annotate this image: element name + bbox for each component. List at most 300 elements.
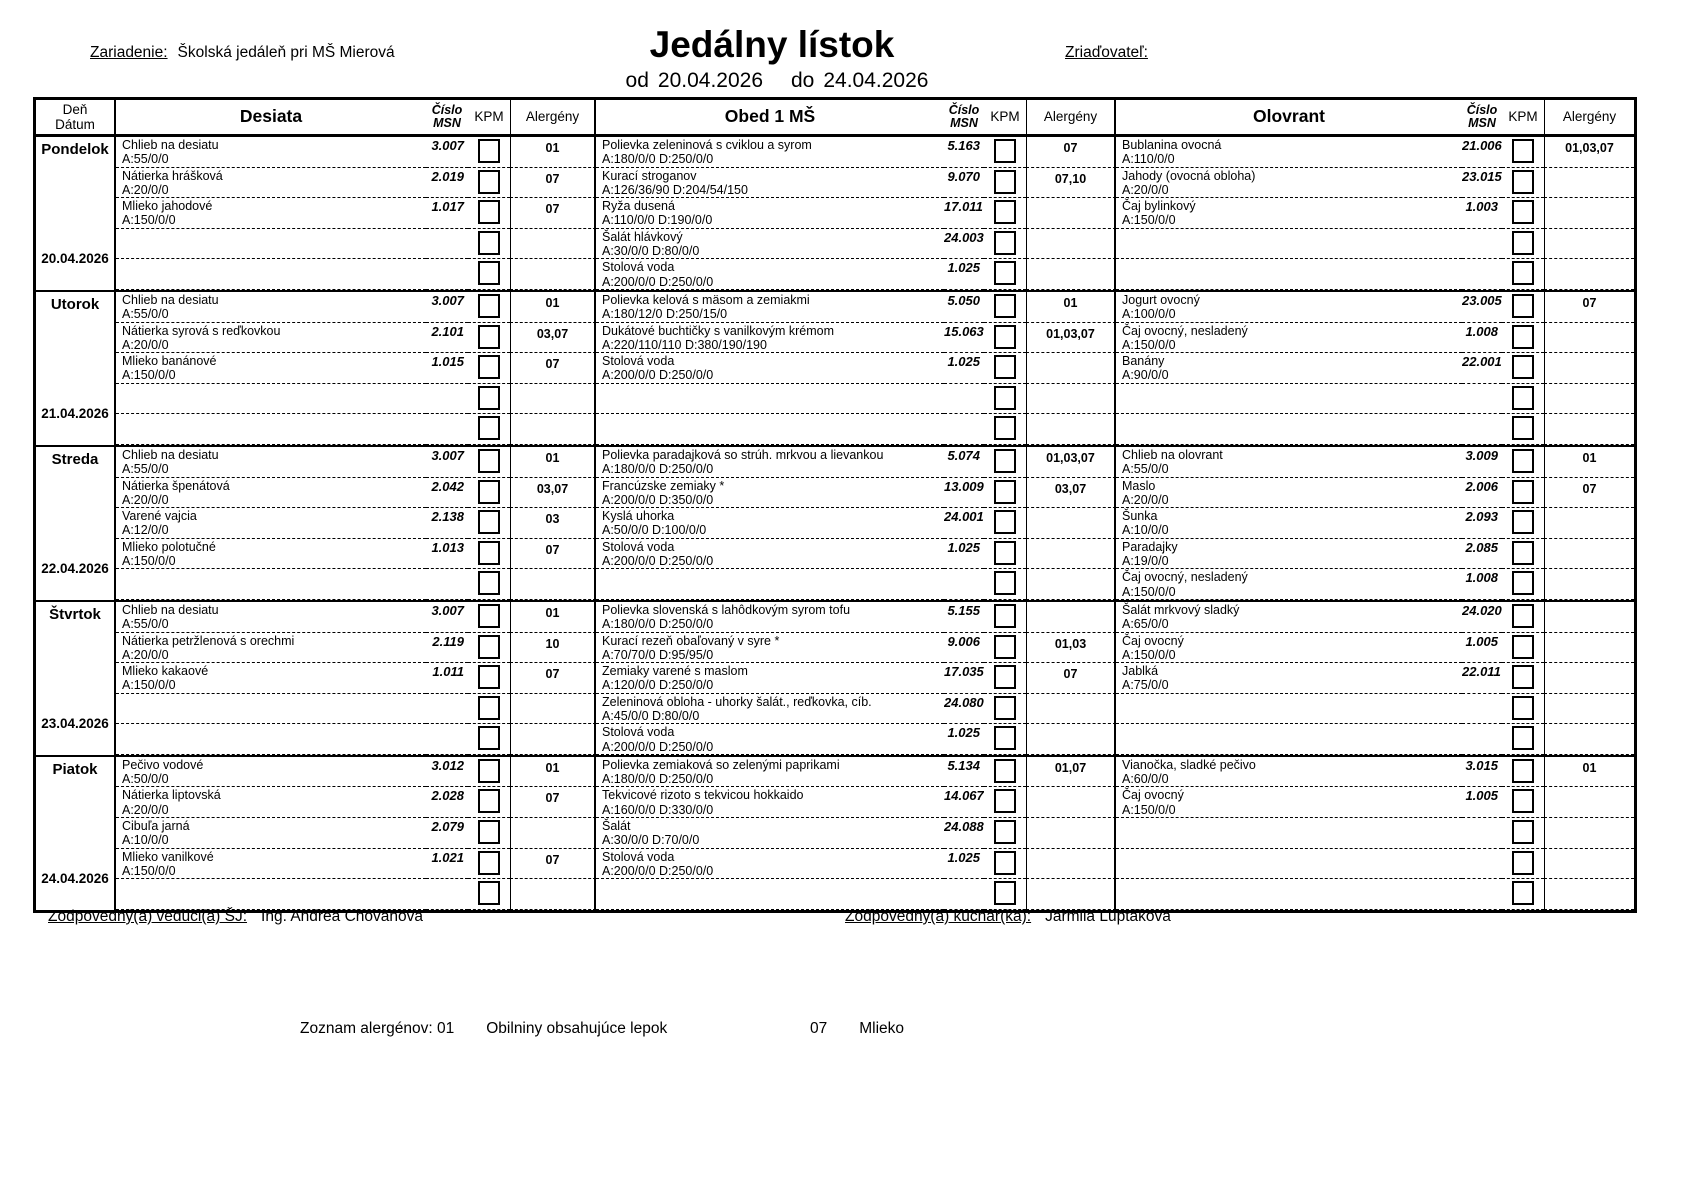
allergen-legend-item — [810, 1020, 904, 1038]
dish-name: Tekvicové rizoto s tekvicou hokkaido — [602, 788, 804, 803]
dish-name: Banány — [1122, 354, 1165, 369]
dish-cell — [596, 508, 944, 539]
dish-cell — [1116, 478, 1462, 509]
day-block — [36, 757, 1634, 910]
dish-cell — [116, 323, 426, 354]
kpm-checkbox — [994, 881, 1016, 905]
dish-name: Chlieb na desiatu — [122, 447, 219, 462]
dish-name: Ryža dusená — [602, 199, 675, 214]
allergen-value: 01 — [510, 447, 596, 478]
kpm-cell — [984, 724, 1026, 755]
day-date: 20.04.2026 — [41, 250, 109, 266]
allergen-value: 07 — [510, 198, 596, 229]
msn-number: 2.119 — [426, 633, 468, 664]
msn-number — [944, 569, 984, 600]
dish-name: Nátierka syrová s reďkovkou — [122, 323, 281, 338]
dish-portion: A:65/0/0 — [1122, 617, 1169, 632]
dish-cell — [1116, 384, 1462, 415]
day-date: 21.04.2026 — [41, 405, 109, 421]
dish-cell — [116, 849, 426, 880]
allergen-value — [1026, 353, 1116, 384]
kpm-cell — [468, 137, 510, 168]
allergen-value: 01 — [510, 292, 596, 323]
dish-name: Mlieko jahodové — [122, 199, 213, 214]
kpm-cell — [984, 818, 1026, 849]
day-date: 22.04.2026 — [41, 560, 109, 576]
allergen-value — [1544, 323, 1634, 354]
dish-cell — [1116, 569, 1462, 600]
kpm-checkbox — [1512, 261, 1534, 285]
allergen-value — [1026, 787, 1116, 818]
msn-number: 24.003 — [944, 229, 984, 260]
day-cell — [36, 602, 116, 755]
allergen-value — [1544, 229, 1634, 260]
dish-name: Mlieko banánové — [122, 354, 217, 369]
kpm-cell — [984, 229, 1026, 260]
dish-portion: A:100/0/0 — [1122, 307, 1176, 322]
dish-cell — [116, 569, 426, 600]
dish-portion: A:20/0/0 — [1122, 492, 1169, 507]
dish-portion: A:200/0/0 D:250/0/0 — [602, 739, 714, 754]
kpm-checkbox — [994, 355, 1016, 379]
allergen-value — [1544, 414, 1634, 445]
dish-cell — [596, 478, 944, 509]
kpm-cell — [1502, 724, 1544, 755]
allergen-value: 01,03,07 — [1544, 137, 1634, 168]
dish-name: Čaj ovocný — [1122, 788, 1184, 803]
kpm-checkbox — [478, 789, 500, 813]
kpm-checkbox — [994, 759, 1016, 783]
msn-number — [1462, 694, 1502, 725]
kpm-checkbox — [994, 170, 1016, 194]
dish-name: Dukátové buchtičky s vanilkovým krémom — [602, 323, 835, 338]
msn-number — [1462, 879, 1502, 910]
kpm-cell — [1502, 447, 1544, 478]
kpm-checkbox — [1512, 480, 1534, 504]
allergen-name: Mlieko — [859, 1020, 905, 1037]
dish-cell — [596, 539, 944, 570]
dish-name: Mlieko kakaové — [122, 664, 209, 679]
kpm-checkbox — [1512, 294, 1534, 318]
dish-cell — [1116, 414, 1462, 445]
kpm-cell — [468, 569, 510, 600]
dish-cell — [596, 168, 944, 199]
allergen-value — [510, 569, 596, 600]
day-cell — [36, 757, 116, 910]
dish-name: Šunka — [1122, 509, 1158, 524]
dish-portion: A:150/0/0 — [1122, 647, 1176, 662]
kpm-cell — [1502, 539, 1544, 570]
dish-portion: A:120/0/0 D:250/0/0 — [602, 678, 714, 693]
kpm-cell — [1502, 602, 1544, 633]
allergen-value — [1026, 602, 1116, 633]
kpm-checkbox — [478, 325, 500, 349]
dish-portion: A:45/0/0 D:80/0/0 — [602, 708, 700, 723]
allergen-value: 03,07 — [510, 478, 596, 509]
kpm-checkbox — [478, 820, 500, 844]
msn-number — [426, 879, 468, 910]
msn-number — [944, 414, 984, 445]
kpm-cell — [468, 478, 510, 509]
msn-number: 24.001 — [944, 508, 984, 539]
msn-number: 1.025 — [944, 849, 984, 880]
page-title: Jedálny lístok — [649, 24, 895, 65]
msn-number: 1.025 — [944, 259, 984, 290]
allergen-value — [1544, 818, 1634, 849]
dish-cell — [1116, 447, 1462, 478]
kpm-checkbox — [994, 571, 1016, 595]
allergen-value: 07 — [510, 353, 596, 384]
facility-label: Zariadenie: — [90, 44, 168, 61]
allergen-value — [1026, 569, 1116, 600]
dish-portion: A:200/0/0 D:350/0/0 — [602, 492, 714, 507]
dish-portion: A:160/0/0 D:330/0/0 — [602, 802, 714, 817]
msn-number: 24.088 — [944, 818, 984, 849]
dish-portion: A:55/0/0 — [122, 462, 169, 477]
dish-name: Stolová voda — [602, 354, 675, 369]
column-header-cislo-msn: Číslo MSN — [1466, 103, 1498, 130]
msn-number: 1.011 — [426, 663, 468, 694]
kpm-checkbox — [994, 635, 1016, 659]
allergen-value: 07 — [1026, 137, 1116, 168]
msn-number: 1.005 — [1462, 633, 1502, 664]
dish-cell — [116, 818, 426, 849]
kpm-checkbox — [1512, 170, 1534, 194]
dish-cell — [596, 447, 944, 478]
kpm-cell — [1502, 694, 1544, 725]
kpm-cell — [1502, 849, 1544, 880]
msn-number — [1462, 229, 1502, 260]
kpm-checkbox — [478, 231, 500, 255]
kpm-cell — [468, 663, 510, 694]
dish-cell — [596, 353, 944, 384]
dish-portion: A:30/0/0 D:80/0/0 — [602, 244, 700, 259]
msn-number: 1.021 — [426, 849, 468, 880]
kpm-cell — [984, 694, 1026, 725]
kpm-checkbox — [478, 604, 500, 628]
dish-cell — [116, 602, 426, 633]
kpm-checkbox — [1512, 789, 1534, 813]
msn-number: 23.005 — [1462, 292, 1502, 323]
allergen-value — [1544, 724, 1634, 755]
column-header-day: Deň Dátum — [36, 100, 116, 134]
dish-portion: A:110/0/0 D:190/0/0 — [602, 213, 713, 228]
msn-number: 13.009 — [944, 478, 984, 509]
kpm-checkbox — [994, 200, 1016, 224]
day-block — [36, 602, 1634, 757]
kpm-checkbox — [994, 820, 1016, 844]
kpm-cell — [984, 198, 1026, 229]
day-name: Štvrtok — [49, 605, 101, 623]
allergen-value: 01 — [1026, 292, 1116, 323]
dish-cell — [1116, 757, 1462, 788]
allergen-value — [1026, 724, 1116, 755]
allergen-value — [1026, 229, 1116, 260]
column-header-cislo-msn: Číslo MSN — [431, 103, 463, 130]
dish-cell — [596, 323, 944, 354]
msn-number: 2.138 — [426, 508, 468, 539]
column-header-alergeny: Alergény — [1026, 100, 1116, 134]
dish-cell — [116, 229, 426, 260]
msn-number — [426, 259, 468, 290]
dish-name: Bublanina ovocná — [1122, 138, 1222, 152]
allergen-value — [510, 259, 596, 290]
kpm-cell — [468, 384, 510, 415]
dish-name: Stolová voda — [602, 725, 675, 740]
msn-number: 1.008 — [1462, 569, 1502, 600]
dish-name: Nátierka liptovská — [122, 788, 221, 803]
kpm-cell — [468, 757, 510, 788]
column-header-olovrant: Olovrant — [1253, 106, 1325, 127]
kpm-checkbox — [994, 851, 1016, 875]
kpm-cell — [468, 633, 510, 664]
kpm-checkbox — [478, 355, 500, 379]
dish-name: Čaj bylinkový — [1122, 199, 1196, 214]
dish-cell — [1116, 818, 1462, 849]
allergen-value — [1026, 879, 1116, 910]
allergen-value — [510, 879, 596, 910]
cook-name: Jarmila Luptáková — [1045, 908, 1171, 925]
msn-number: 24.020 — [1462, 602, 1502, 633]
manager-name: Ing. Andrea Chovanová — [261, 908, 424, 925]
kpm-cell — [468, 292, 510, 323]
allergen-value — [510, 414, 596, 445]
msn-number — [1462, 724, 1502, 755]
kpm-cell — [984, 353, 1026, 384]
kpm-cell — [468, 849, 510, 880]
msn-number: 1.015 — [426, 353, 468, 384]
kpm-checkbox — [1512, 571, 1534, 595]
allergen-value: 07 — [510, 539, 596, 570]
kpm-cell — [468, 447, 510, 478]
kpm-checkbox — [1512, 881, 1534, 905]
kpm-checkbox — [1512, 325, 1534, 349]
kpm-checkbox — [1512, 386, 1534, 410]
dish-name: Stolová voda — [602, 260, 675, 275]
kpm-cell — [468, 323, 510, 354]
msn-number: 3.007 — [426, 447, 468, 478]
dish-cell — [116, 787, 426, 818]
msn-number — [426, 569, 468, 600]
kpm-checkbox — [994, 604, 1016, 628]
kpm-cell — [1502, 384, 1544, 415]
kpm-checkbox — [478, 665, 500, 689]
dish-cell — [116, 478, 426, 509]
allergen-legend — [0, 1020, 1683, 1040]
msn-number — [1462, 414, 1502, 445]
msn-number: 23.015 — [1462, 168, 1502, 199]
dish-portion: A:10/0/0 — [1122, 523, 1169, 538]
day-cell — [36, 447, 116, 600]
kpm-checkbox — [478, 480, 500, 504]
kpm-checkbox — [478, 170, 500, 194]
dish-cell — [596, 384, 944, 415]
allergen-value: 03,07 — [1026, 478, 1116, 509]
dish-cell — [1116, 663, 1462, 694]
msn-number: 1.013 — [426, 539, 468, 570]
dish-cell — [596, 198, 944, 229]
day-name: Utorok — [50, 295, 100, 313]
dish-cell — [116, 447, 426, 478]
dish-name: Mlieko vanilkové — [122, 849, 214, 864]
msn-number: 22.001 — [1462, 353, 1502, 384]
msn-number: 1.025 — [944, 353, 984, 384]
dish-cell — [116, 757, 426, 788]
dish-portion: A:150/0/0 — [122, 368, 176, 383]
dish-cell — [1116, 694, 1462, 725]
msn-number: 3.015 — [1462, 757, 1502, 788]
dish-name: Šalát mrkvový sladký — [1122, 602, 1240, 617]
kpm-cell — [1502, 569, 1544, 600]
dish-portion: A:150/0/0 — [122, 213, 176, 228]
msn-number: 5.163 — [944, 137, 984, 168]
column-header-kpm: KPM — [990, 109, 1020, 125]
dish-portion: A:75/0/0 — [1122, 678, 1169, 693]
msn-number: 1.003 — [1462, 198, 1502, 229]
kpm-checkbox — [994, 480, 1016, 504]
dish-portion: A:50/0/0 — [122, 772, 169, 787]
dish-portion: A:55/0/0 — [122, 307, 169, 322]
dish-cell — [596, 414, 944, 445]
allergen-value: 01,03,07 — [1026, 447, 1116, 478]
allergen-value — [1544, 198, 1634, 229]
allergen-value — [1544, 508, 1634, 539]
dish-cell — [1116, 259, 1462, 290]
dish-portion: A:180/0/0 D:250/0/0 — [602, 617, 714, 632]
dish-cell — [116, 292, 426, 323]
kpm-cell — [1502, 787, 1544, 818]
allergen-value: 07 — [510, 787, 596, 818]
allergen-value: 01 — [1544, 447, 1634, 478]
kpm-checkbox — [478, 571, 500, 595]
dish-cell — [1116, 787, 1462, 818]
day-cell — [36, 137, 116, 290]
kpm-checkbox — [478, 386, 500, 410]
kpm-cell — [468, 879, 510, 910]
day-name: Streda — [51, 450, 99, 468]
dish-portion: A:150/0/0 — [122, 678, 176, 693]
dish-portion: A:180/0/0 D:250/0/0 — [602, 152, 714, 167]
msn-number — [1462, 818, 1502, 849]
kpm-cell — [984, 757, 1026, 788]
msn-number: 9.006 — [944, 633, 984, 664]
dish-cell — [116, 168, 426, 199]
kpm-checkbox — [478, 449, 500, 473]
dish-cell — [596, 292, 944, 323]
kpm-checkbox — [1512, 139, 1534, 163]
msn-number: 24.080 — [944, 694, 984, 725]
allergen-value — [1026, 818, 1116, 849]
msn-number: 5.050 — [944, 292, 984, 323]
allergen-value — [1026, 384, 1116, 415]
dish-name: Chlieb na desiatu — [122, 138, 219, 152]
allergen-value — [1026, 539, 1116, 570]
msn-number: 5.155 — [944, 602, 984, 633]
kpm-checkbox — [478, 541, 500, 565]
msn-number: 1.005 — [1462, 787, 1502, 818]
allergen-value: 01 — [510, 757, 596, 788]
column-header-alergeny: Alergény — [510, 100, 596, 134]
kpm-cell — [468, 724, 510, 755]
dish-name: Stolová voda — [602, 849, 675, 864]
dish-portion: A:30/0/0 D:70/0/0 — [602, 833, 700, 848]
dish-cell — [1116, 353, 1462, 384]
kpm-cell — [984, 849, 1026, 880]
kpm-cell — [984, 323, 1026, 354]
dish-cell — [596, 757, 944, 788]
msn-number — [1462, 259, 1502, 290]
kpm-cell — [984, 508, 1026, 539]
kpm-checkbox — [1512, 604, 1534, 628]
allergen-value — [1544, 569, 1634, 600]
column-header-kpm: KPM — [1508, 109, 1538, 125]
dish-name: Maslo — [1122, 478, 1156, 493]
allergen-value: 07,10 — [1026, 168, 1116, 199]
allergen-value — [1026, 694, 1116, 725]
msn-number: 1.017 — [426, 198, 468, 229]
allergen-value — [1544, 539, 1634, 570]
msn-number: 1.025 — [944, 539, 984, 570]
column-header-desiata: Desiata — [239, 106, 303, 127]
kpm-cell — [468, 353, 510, 384]
dish-portion: A:55/0/0 — [1122, 462, 1169, 477]
day-block — [36, 447, 1634, 602]
msn-number: 1.025 — [944, 724, 984, 755]
allergen-value — [510, 694, 596, 725]
allergen-value — [1544, 168, 1634, 199]
dish-name: Francúzske zemiaky * — [602, 478, 725, 493]
dish-portion: A:200/0/0 D:250/0/0 — [602, 553, 714, 568]
dish-cell — [1116, 724, 1462, 755]
dish-name: Jogurt ovocný — [1122, 292, 1200, 307]
allergen-value — [1544, 633, 1634, 664]
date-from: od 20.04.2026 — [625, 69, 763, 92]
allergen-value: 01 — [510, 137, 596, 168]
kpm-cell — [984, 292, 1026, 323]
dish-name: Jablká — [1122, 664, 1159, 679]
dish-cell — [1116, 198, 1462, 229]
manager-signature-line — [48, 908, 423, 926]
kpm-cell — [1502, 508, 1544, 539]
column-header-alergeny: Alergény — [1544, 100, 1634, 134]
msn-number: 3.007 — [426, 137, 468, 168]
allergen-value: 07 — [510, 663, 596, 694]
kpm-checkbox — [478, 726, 500, 750]
dish-cell — [1116, 137, 1462, 168]
dish-cell — [1116, 323, 1462, 354]
kpm-checkbox — [1512, 416, 1534, 440]
kpm-cell — [1502, 137, 1544, 168]
kpm-cell — [1502, 229, 1544, 260]
kpm-cell — [468, 508, 510, 539]
msn-number — [426, 694, 468, 725]
kpm-checkbox — [478, 510, 500, 534]
kpm-checkbox — [1512, 449, 1534, 473]
dish-name: Polievka zeleninová s cviklou a syrom — [602, 138, 812, 152]
day-name: Piatok — [52, 760, 98, 778]
allergen-value: 07 — [510, 168, 596, 199]
dish-cell — [1116, 229, 1462, 260]
allergen-value — [510, 229, 596, 260]
kpm-cell — [468, 602, 510, 633]
kpm-cell — [984, 787, 1026, 818]
dish-name: Zemiaky varené s maslom — [602, 664, 748, 679]
dish-cell — [1116, 292, 1462, 323]
kpm-cell — [1502, 353, 1544, 384]
dish-name: Kurací rezeň obaľovaný v syre * — [602, 633, 780, 648]
dish-portion: A:180/12/0 D:250/15/0 — [602, 307, 728, 322]
kpm-checkbox — [994, 139, 1016, 163]
